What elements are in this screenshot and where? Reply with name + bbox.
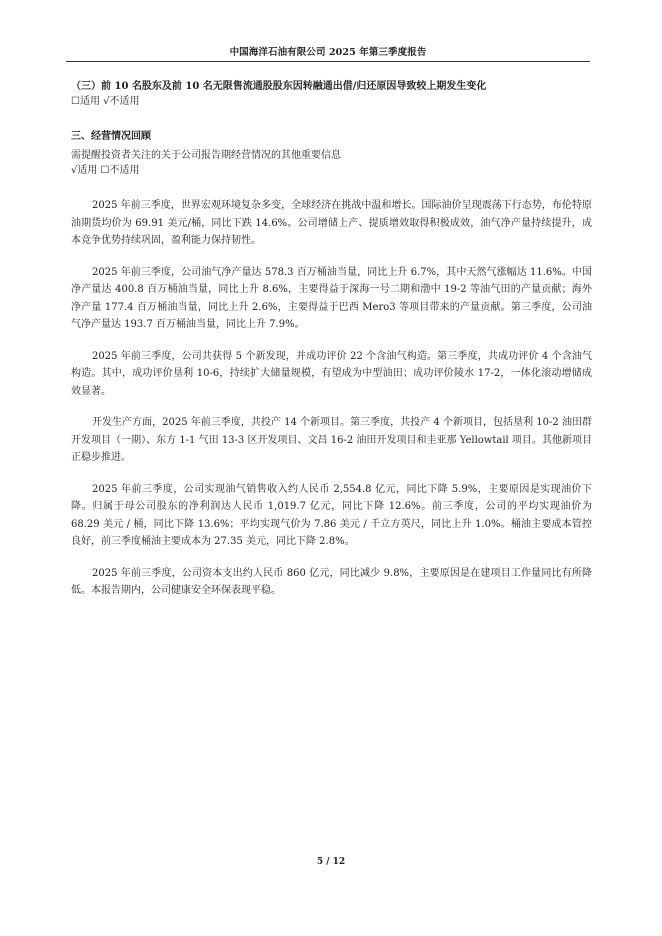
- applicability-checkbox-row: √适用 ☐不适用: [71, 165, 140, 176]
- header-divider: [66, 61, 590, 62]
- paragraph-exploration: 2025 年前三季度，公司共获得 5 个新发现，并成功评价 22 个含油气构造。第三季度，共成功评价 4 个含油气构造。其中，成功评价垦利 10-6，持续扩大储量规模，有望成为中型油田；成功评价陵水 17-2，一体化滚动增储成效显著。: [71, 350, 592, 397]
- page-number: 5 / 12: [316, 857, 346, 867]
- paragraph-production: 2025 年前三季度，公司油气净产量达 578.3 百万桶油当量，同比上升 6.7%，其中天然气涨幅达 11.6%。中国净产量达 400.8 百万桶油当量，同比上升 8.6%，主要得益于深海一号二期和渤中 19-2 等油气田的产量贡献；海外净产量 177.4 百万桶油当量，同比上升 2.6%，主要得益于巴西 Mero3 等项目带来的产量贡献。第三季度，公司油气净产量达 193.7 百万桶油当量，同比上升 7.9%。: [71, 266, 592, 330]
- section-heading: 三、经营情况回顾: [71, 131, 151, 142]
- paragraph-financials: 2025 年前三季度，公司实现油气销售收入约人民币 2,554.8 亿元，同比下降 5.9%，主要原因是实现油价下降。归属于母公司股东的净利润达人民币 1,019.7 亿元，同比下降 12.6%。前三季度，公司的平均实现油价为 68.29 美元 / 桶，同比下降 13.6%；平均实现气价为 7.86 美元 / 千立方英尺，同比上升 1.0%。桶油主要成本管控良好，前三季度桶油主要成本为 27.35 美元，同比下降 2.8%。: [71, 483, 592, 547]
- paragraph-macro-environment: 2025 年前三季度，世界宏观环境复杂多变，全球经济在挑战中温和增长。国际油价呈现震荡下行态势，布伦特原油期货均价为 69.91 美元/桶，同比下跌 14.6%。公司增储上产、提质增效取得积极成效，油气净产量持续提升，成本竞争优势持续巩固，盈利能力保持韧性。: [71, 200, 592, 246]
- paragraph-development: 开发生产方面，2025 年前三季度，共投产 14 个新项目。第三季度，共投产 4 个新项目，包括垦利 10-2 油田群开发项目（一期）、东方 1-1 气田 13-3 区开发项目、文昌 16-2 油田开发项目和圭亚那 Yellowtail 项目。其他新项目正稳步推进。: [71, 417, 592, 463]
- page-header: 中国海洋石油有限公司 2025 年第三季度报告: [229, 47, 427, 58]
- applicability-checkbox-row: ☐适用 √不适用: [71, 96, 140, 107]
- section-note: 需提醒投资者关注的关于公司报告期经营情况的其他重要信息: [71, 150, 341, 161]
- page-content: [71, 79, 592, 600]
- paragraph-capex: 2025 年前三季度，公司资本支出约人民币 860 亿元，同比减少 9.8%，主要原因是在建项目工作量同比有所降低。本报告期内，公司健康安全环保表现平稳。: [71, 567, 592, 596]
- subsection-heading: （三）前 10 名股东及前 10 名无限售流通股股东因转融通出借/归还原因导致较上期发生变化: [71, 81, 487, 92]
